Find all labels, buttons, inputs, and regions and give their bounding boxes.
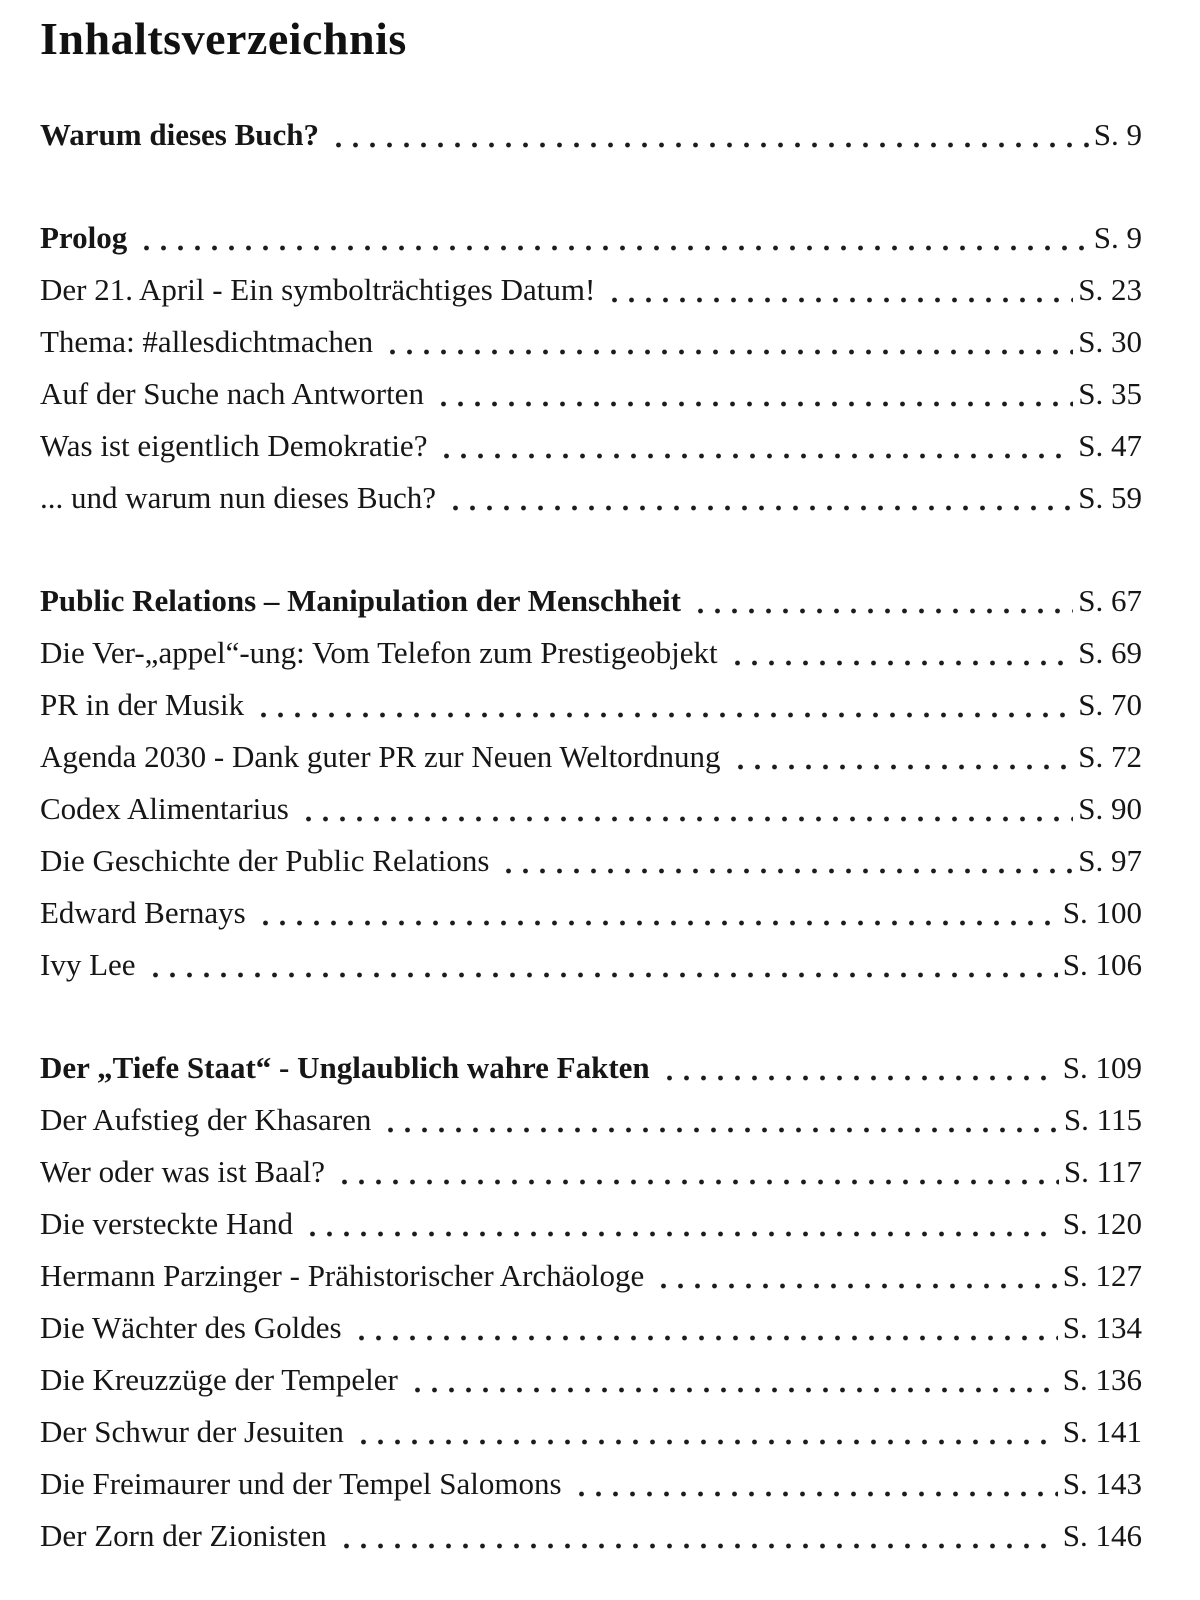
dot-leader: [433, 368, 1073, 420]
dot-leader: [727, 627, 1074, 679]
dot-leader: [145, 939, 1058, 991]
toc-entry: [40, 368, 1142, 420]
dot-leader: [436, 420, 1073, 472]
toc-entry-page: S. 115: [1063, 1102, 1142, 1137]
toc-entry-page: S. 30: [1078, 324, 1142, 359]
toc-entry-label: Hermann Parzinger - Prähistorischer Archäologe: [40, 1258, 645, 1293]
dot-leader: [730, 731, 1074, 783]
page-title: Inhaltsverzeichnis: [40, 13, 407, 64]
toc-entry-label: Die Geschichte der Public Relations: [40, 843, 490, 878]
toc-entry: [40, 1510, 1142, 1562]
toc-entry-page: S. 47: [1078, 428, 1142, 463]
toc-section: [40, 1042, 1142, 1562]
toc-entry-page: S. 9: [1093, 220, 1142, 255]
toc-entry: [40, 1250, 1142, 1302]
toc-entry: [40, 1094, 1142, 1146]
toc-entry-page: S. 67: [1078, 583, 1142, 618]
toc-entry-label: Edward Bernays: [40, 895, 246, 930]
toc-entry: [40, 472, 1142, 524]
toc-entry-label: Die Ver-„appel“-ung: Vom Telefon zum Prestigeobjekt: [40, 635, 718, 670]
toc-entry: [40, 212, 1142, 264]
toc-entry: [40, 939, 1142, 991]
dot-leader: [255, 887, 1058, 939]
toc-entry: [40, 264, 1142, 316]
toc-entry-page: S. 117: [1063, 1154, 1142, 1189]
toc-entry-label: PR in der Musik: [40, 687, 245, 722]
toc-entry-label: Die Freimaurer und der Tempel Salomons: [40, 1466, 562, 1501]
toc-entry: [40, 1458, 1142, 1510]
toc-entry: [40, 1042, 1142, 1094]
dot-leader: [659, 1042, 1058, 1094]
toc-entry-label: Prolog: [40, 220, 128, 255]
dot-leader: [380, 1094, 1059, 1146]
toc-section: [40, 575, 1142, 991]
toc-entry-label: Die Wächter des Goldes: [40, 1310, 342, 1345]
toc-entry: [40, 887, 1142, 939]
toc-entry: [40, 1146, 1142, 1198]
dot-leader: [353, 1406, 1058, 1458]
toc-entry-label: Thema: #allesdichtmachen: [40, 324, 374, 359]
toc-entry-page: S. 143: [1062, 1466, 1142, 1501]
toc-list: [40, 109, 1142, 1562]
toc-entry-page: S. 9: [1093, 117, 1142, 152]
toc-entry: [40, 316, 1142, 368]
toc-entry-label: Die versteckte Hand: [40, 1206, 294, 1241]
toc-entry-label: Auf der Suche nach Antworten: [40, 376, 424, 411]
toc-entry-label: ... und warum nun dieses Buch?: [40, 480, 437, 515]
toc-entry-page: S. 127: [1062, 1258, 1142, 1293]
dot-leader: [407, 1354, 1058, 1406]
dot-leader: [328, 109, 1089, 161]
toc-entry-page: S. 109: [1062, 1050, 1142, 1085]
toc-entry-page: S. 146: [1062, 1518, 1142, 1553]
toc-entry: [40, 1354, 1142, 1406]
dot-leader: [653, 1250, 1057, 1302]
toc-entry: [40, 835, 1142, 887]
dot-leader: [498, 835, 1073, 887]
dot-leader: [253, 679, 1073, 731]
toc-entry-label: Der Aufstieg der Khasaren: [40, 1102, 372, 1137]
toc-entry-label: Der Schwur der Jesuiten: [40, 1414, 344, 1449]
toc-entry-page: S. 100: [1062, 895, 1142, 930]
toc-entry: [40, 1198, 1142, 1250]
toc-entry: [40, 1406, 1142, 1458]
toc-section: [40, 212, 1142, 524]
toc-entry: [40, 420, 1142, 472]
toc-entry-label: Der „Tiefe Staat“ - Unglaublich wahre Fakten: [40, 1050, 650, 1085]
dot-leader: [136, 212, 1089, 264]
toc-entry-page: S. 106: [1062, 947, 1142, 982]
toc-entry: [40, 627, 1142, 679]
dot-leader: [382, 316, 1073, 368]
toc-entry-label: Agenda 2030 - Dank guter PR zur Neuen Weltordnung: [40, 739, 721, 774]
toc-entry-page: S. 35: [1078, 376, 1142, 411]
toc-entry-page: S. 97: [1078, 843, 1142, 878]
toc-entry-label: Der Zorn der Zionisten: [40, 1518, 327, 1553]
toc-entry-page: S. 90: [1078, 791, 1142, 826]
toc-entry: [40, 109, 1142, 161]
toc-entry-page: S. 59: [1078, 480, 1142, 515]
toc-entry-label: Wer oder was ist Baal?: [40, 1154, 326, 1189]
toc-entry-page: S. 136: [1062, 1362, 1142, 1397]
toc-entry: [40, 575, 1142, 627]
toc-section: [40, 109, 1142, 161]
dot-leader: [298, 783, 1073, 835]
toc-entry-page: S. 70: [1078, 687, 1142, 722]
toc-entry-page: S. 141: [1062, 1414, 1142, 1449]
dot-leader: [302, 1198, 1058, 1250]
toc-entry-page: S. 72: [1078, 739, 1142, 774]
dot-leader: [604, 264, 1073, 316]
toc-entry-label: Der 21. April - Ein symbolträchtiges Datum!: [40, 272, 596, 307]
toc-entry: [40, 1302, 1142, 1354]
toc-entry-label: Was ist eigentlich Demokratie?: [40, 428, 428, 463]
toc-entry-page: S. 23: [1078, 272, 1142, 307]
toc-entry-page: S. 69: [1078, 635, 1142, 670]
dot-leader: [690, 575, 1073, 627]
dot-leader: [445, 472, 1073, 524]
toc-entry-label: Public Relations – Manipulation der Menschheit: [40, 583, 681, 618]
toc-entry-label: Die Kreuzzüge der Tempeler: [40, 1362, 398, 1397]
dot-leader: [336, 1510, 1058, 1562]
toc-entry: [40, 783, 1142, 835]
toc-entry: [40, 731, 1142, 783]
toc-entry-label: Warum dieses Buch?: [40, 117, 320, 152]
toc-entry-page: S. 134: [1062, 1310, 1142, 1345]
toc-entry-page: S. 120: [1062, 1206, 1142, 1241]
dot-leader: [334, 1146, 1059, 1198]
toc-entry: [40, 679, 1142, 731]
toc-entry-label: Ivy Lee: [40, 947, 136, 982]
toc-entry-label: Codex Alimentarius: [40, 791, 289, 826]
dot-leader: [571, 1458, 1058, 1510]
dot-leader: [351, 1302, 1058, 1354]
